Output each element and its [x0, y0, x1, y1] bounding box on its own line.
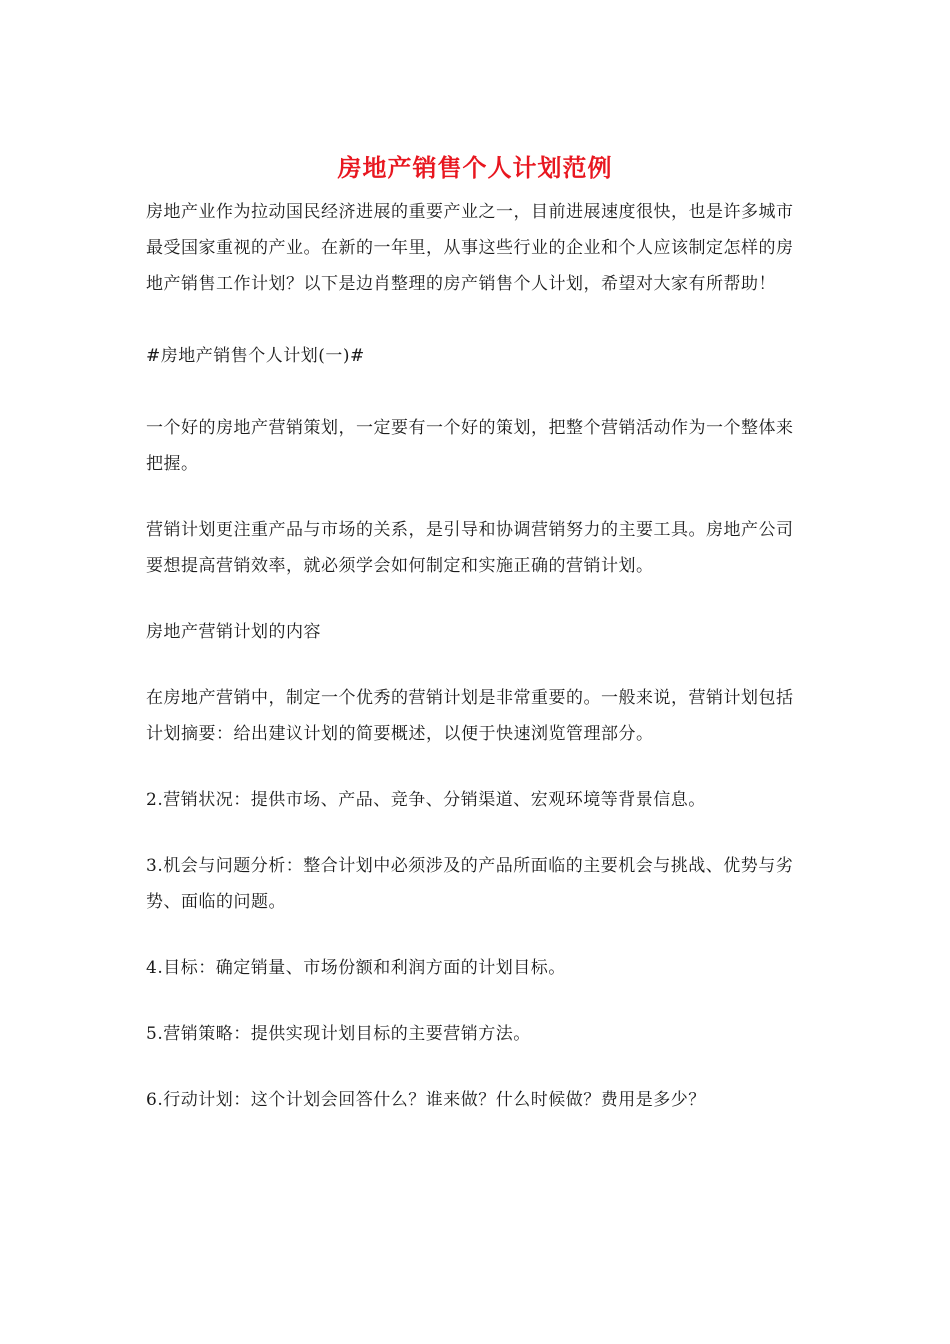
document-body [146, 194, 802, 1118]
section-heading-plan-one: #房地产销售个人计划(一)# [146, 346, 365, 366]
list-item-5: 5.营销策略：提供实现计划目标的主要营销方法。 [146, 1024, 531, 1044]
paragraph-marketing-plan: 营销计划更注重产品与市场的关系，是引导和协调营销努力的主要工具。房地产公司要想提高营销效率，就必须学会如何制定和实施正确的营销计划。 [146, 520, 794, 576]
list-item-4: 4.目标：确定销量、市场份额和利润方面的计划目标。 [146, 958, 566, 978]
paragraph-plan-summary: 在房地产营销中，制定一个优秀的营销计划是非常重要的。一般来说，营销计划包括计划摘要：给出建议计划的简要概述，以便于快速浏览管理部分。 [146, 688, 794, 744]
subheading-plan-content: 房地产营销计划的内容 [146, 622, 321, 642]
list-item-3: 3.机会与问题分析：整合计划中必须涉及的产品所面临的主要机会与挑战、优势与劣势、面临的问题。 [146, 856, 794, 912]
list-item-2: 2.营销状况：提供市场、产品、竞争、分销渠道、宏观环境等背景信息。 [146, 790, 706, 810]
paragraph-good-planning: 一个好的房地产营销策划，一定要有一个好的策划，把整个营销活动作为一个整体来把握。 [146, 418, 794, 474]
paragraph-intro: 房地产业作为拉动国民经济进展的重要产业之一，目前进展速度很快，也是许多城市最受国家重视的产业。在新的一年里，从事这些行业的企业和个人应该制定怎样的房地产销售工作计划？以下是边肖整理的房产销售个人计划，希望对大家有所帮助！ [146, 202, 794, 294]
list-item-6: 6.行动计划：这个计划会回答什么？谁来做？什么时候做？费用是多少？ [146, 1090, 706, 1110]
document-title: 房地产销售个人计划范例 [337, 153, 613, 182]
